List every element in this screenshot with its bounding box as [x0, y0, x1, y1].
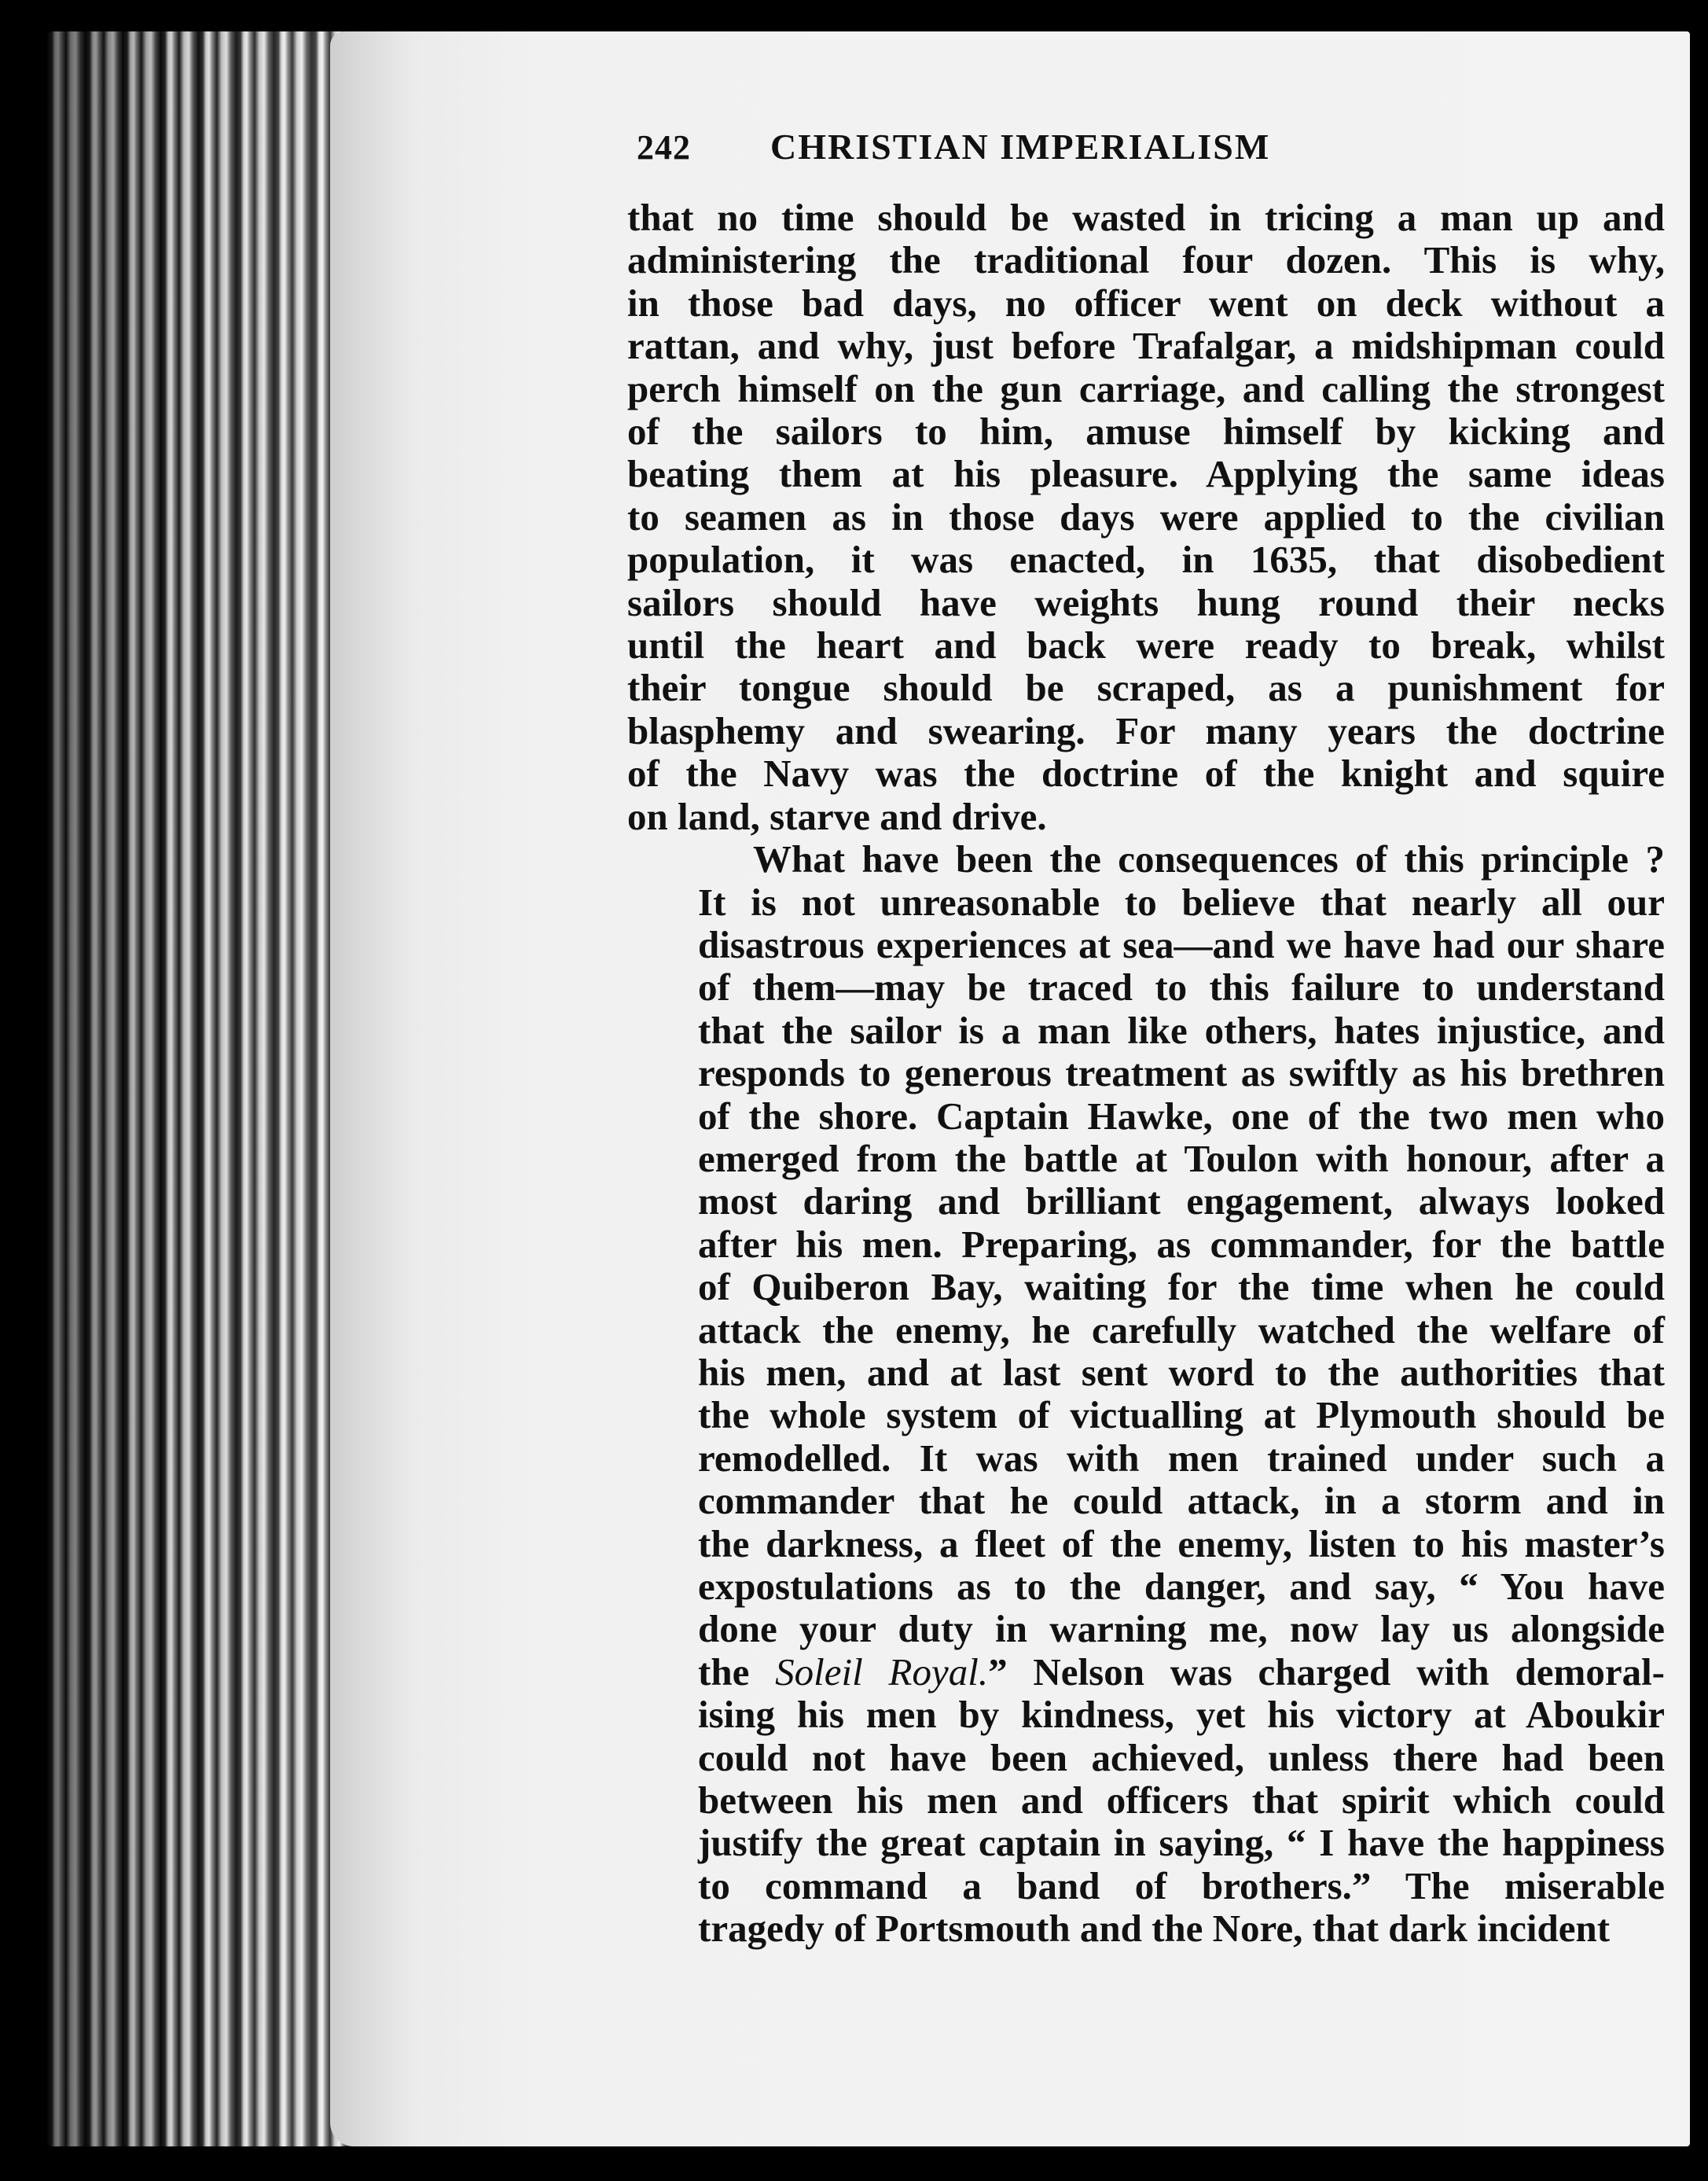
page-number: 242 [637, 128, 691, 167]
text-line: It is not unreasonable to believe that nearly all our [698, 880, 1665, 924]
text-line: between his men and officers that spirit which could [698, 1778, 1665, 1822]
text-line: the darkness, a fleet of the enemy, listen to his master’s [698, 1521, 1665, 1565]
paragraph-2 [627, 838, 1665, 1951]
text-line: population, it was enacted, in 1635, that disobedient [627, 538, 1665, 582]
italic-ship-name: Soleil Royal. [775, 1650, 989, 1694]
text-line: blasphemy and swearing. For many years the doctrine [627, 708, 1665, 752]
text-line: that no time should be wasted in tricing a man up and [627, 196, 1665, 239]
text-line: of the Navy was the doctrine of the knight and squire [627, 752, 1665, 796]
running-head [637, 126, 1665, 189]
text-line: of them—may be traced to this failure to understand [698, 965, 1665, 1010]
text-line: the whole system of victualling at Plymouth should be [698, 1393, 1665, 1437]
text-line: perch himself on the gun carriage, and calling the strongest [627, 366, 1665, 410]
text-line: responds to generous treatment as swiftly as his brethren [698, 1051, 1665, 1095]
text-line: of the shore. Captain Hawke, one of the two men who [698, 1094, 1665, 1138]
text-line: could not have been achieved, unless there had been [698, 1735, 1665, 1779]
text-line: on land, starve and drive. [627, 794, 1047, 838]
text-line: administering the traditional four dozen. This is why, [627, 238, 1665, 282]
text-line: justify the great captain in saying, “ I have the happiness [698, 1821, 1665, 1865]
text-line: remodelled. It was with men trained under such a [698, 1436, 1665, 1480]
text-line: in those bad days, no officer went on deck without a [627, 281, 1665, 325]
text-line: rattan, and why, just before Trafalgar, a midshipman could [627, 324, 1665, 368]
text-line: tragedy of Portsmouth and the Nore, that dark incident [698, 1907, 1611, 1951]
text-line: until the heart and back were ready to break, whilst [627, 623, 1665, 668]
text-line: of the sailors to him, amuse himself by kicking and [627, 410, 1665, 454]
text-line: beating them at his pleasure. Applying the same ideas [627, 452, 1665, 496]
text-line: What have been the consequences of this principle ? [753, 837, 1665, 881]
text-line: their tongue should be scraped, as a punishment for [627, 666, 1665, 710]
text-line: sailors should have weights hung round their necks [627, 580, 1665, 624]
book-page-edges [47, 31, 377, 2146]
text-line: expostulations as to the danger, and say, “ You have [698, 1565, 1665, 1608]
text-line: ising his men by kindness, yet his victory at Aboukir [698, 1693, 1665, 1737]
page-text-block [627, 126, 1665, 1951]
text-line: emerged from the battle at Toulon with honour, after a [698, 1136, 1665, 1180]
text-line: to seamen as in those days were applied to the civilian [627, 495, 1665, 539]
running-title: CHRISTIAN IMPERIALISM [770, 127, 1271, 167]
body-text [627, 197, 1665, 1951]
text-line: done your duty in warning me, now lay us alongside [698, 1607, 1665, 1651]
paragraph-1 [627, 197, 1665, 838]
text-line: after his men. Preparing, as commander, for the battle [698, 1222, 1665, 1266]
text-line: disastrous experiences at sea—and we have had our share [698, 922, 1665, 966]
text-line: that the sailor is a man like others, hates injustice, and [698, 1008, 1665, 1052]
text-line: of Quiberon Bay, waiting for the time when he could [698, 1265, 1665, 1309]
text-line: the Soleil Royal.” Nelson was charged with demoral- [698, 1650, 1665, 1694]
text-line: most daring and brilliant engagement, always looked [698, 1179, 1665, 1223]
text-line: commander that he could attack, in a storm and in [698, 1479, 1665, 1523]
text-line: his men, and at last sent word to the authorities that [698, 1350, 1665, 1394]
text-line: attack the enemy, he carefully watched the welfare of [698, 1307, 1665, 1352]
text-line: to command a band of brothers.” The miserable [698, 1863, 1665, 1907]
